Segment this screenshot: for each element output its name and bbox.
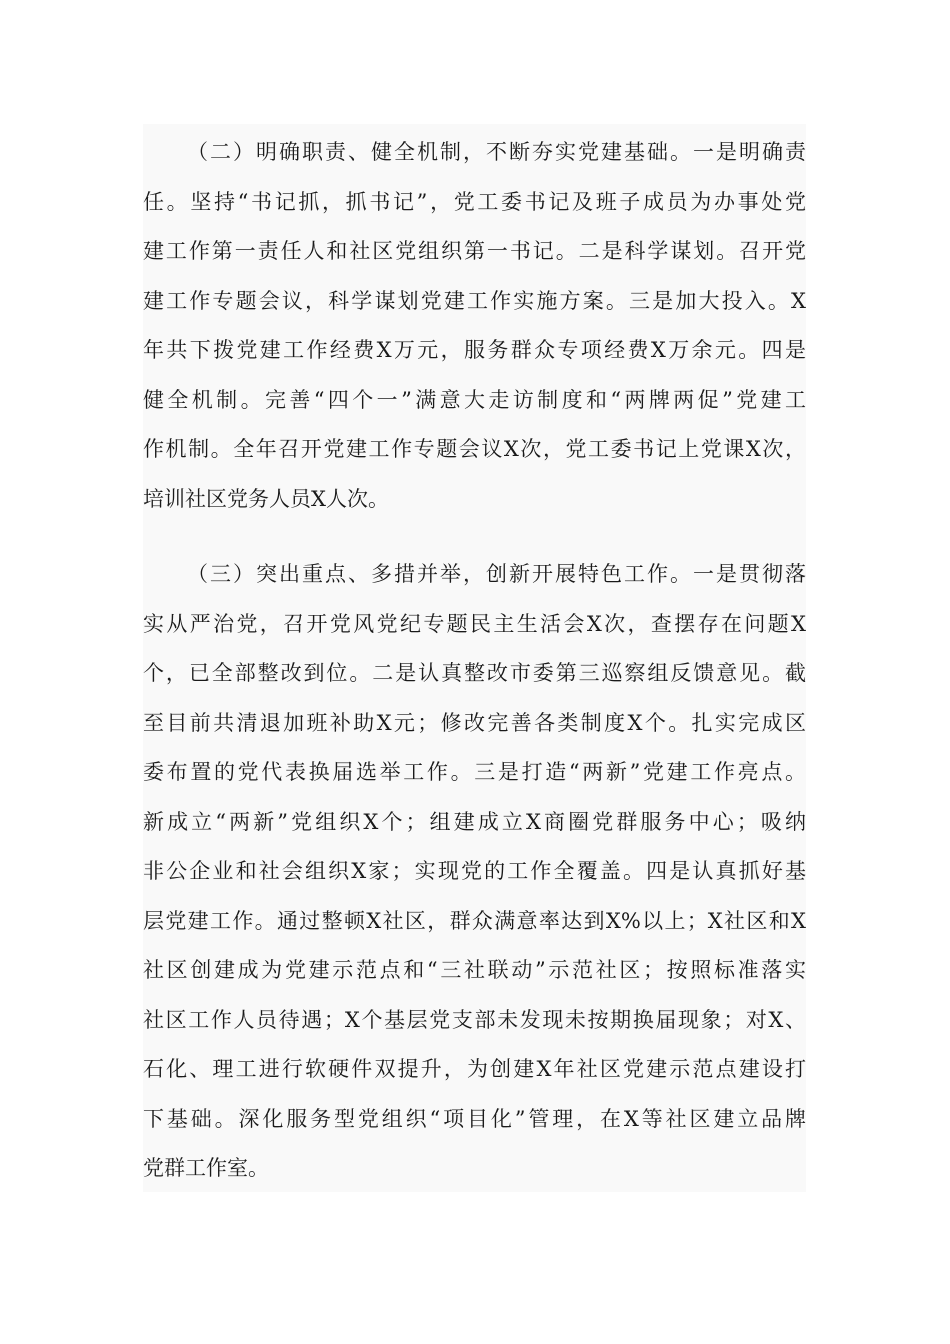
text-line: 石化、理工进行软硬件双提升，为创建X年社区党建示范点建设打 [143, 1057, 806, 1081]
text-line: 非公企业和社会组织X家；实现党的工作全覆盖。四是认真抓好基 [143, 859, 806, 883]
text-line: 健全机制。完善“四个一”满意大走访制度和“两牌两促”党建工 [143, 387, 806, 412]
text-line: 下基础。深化服务型党组织“项目化”管理，在X等社区建立品牌 [143, 1106, 806, 1131]
text-line: 建工作第一责任人和社区党组织第一书记。二是科学谋划。召开党 [143, 239, 806, 263]
text-line: 新成立“两新”党组织X个；组建成立X商圈党群服务中心；吸纳 [143, 809, 806, 834]
paragraph-section-three [143, 550, 806, 1194]
text-line: 党群工作室。 [143, 1156, 269, 1180]
text-line: 实从严治党，召开党风党纪专题民主生活会X次，查摆存在问题X [143, 611, 806, 636]
text-line: （二）明确职责、健全机制，不断夯实党建基础。一是明确责 [187, 140, 806, 164]
text-line: 社区工作人员待遇；X个基层党支部未发现未按期换届现象；对X、 [143, 1007, 806, 1032]
text-line: 委布置的党代表换届选举工作。三是打造“两新”党建工作亮点。 [143, 760, 806, 784]
paragraph-section-two [143, 128, 806, 524]
text-line: （三）突出重点、多措并举，创新开展特色工作。一是贯彻落 [187, 562, 806, 586]
document-page [143, 124, 806, 1192]
text-line: 年共下拨党建工作经费X万元，服务群众专项经费X万余元。四是 [143, 338, 806, 362]
text-line: 社区创建成为党建示范点和“三社联动”示范社区；按照标准落实 [143, 958, 806, 982]
text-line: 个，已全部整改到位。二是认真整改市委第三巡察组反馈意见。截 [143, 661, 806, 685]
text-line: 层党建工作。通过整顿X社区，群众满意率达到X%以上；X社区和X [143, 908, 806, 933]
text-line: 作机制。全年召开党建工作专题会议X次，党工委书记上党课X次， [143, 437, 806, 461]
text-line: 至目前共清退加班补助X元；修改完善各类制度X个。扎实完成区 [143, 710, 806, 735]
text-line: 建工作专题会议，科学谋划党建工作实施方案。三是加大投入。X [143, 288, 806, 313]
text-line: 任。坚持“书记抓，抓书记”，党工委书记及班子成员为办事处党 [143, 189, 806, 214]
text-line: 培训社区党务人员X人次。 [143, 486, 389, 511]
